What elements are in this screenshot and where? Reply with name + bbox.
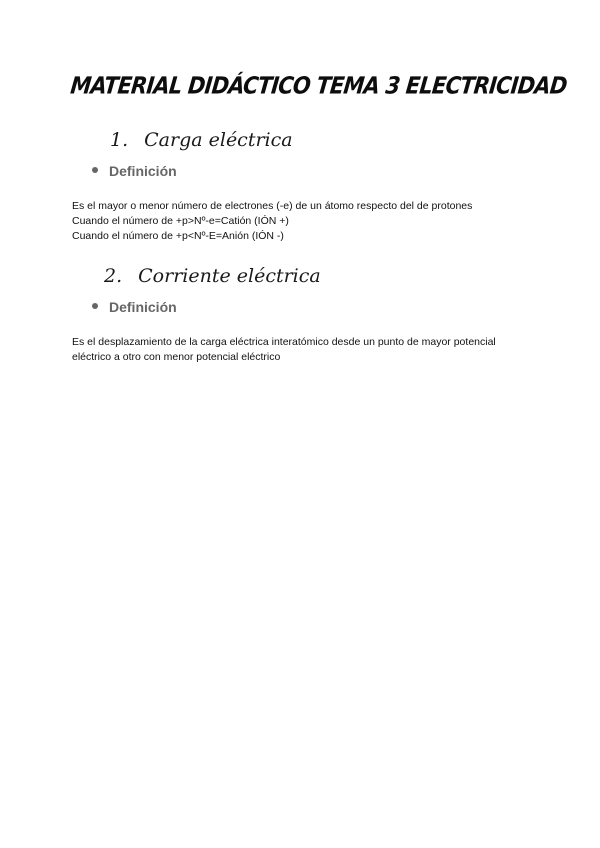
bullet-icon xyxy=(92,303,98,309)
section-number: 2. xyxy=(104,265,123,287)
subheading-label: Definición xyxy=(109,299,177,315)
section-heading-carga-electrica xyxy=(110,129,293,151)
section-heading-corriente-electrica xyxy=(104,265,321,287)
paragraph-line: Cuando el número de +p<Nº-E=Anión (IÓN -) xyxy=(72,230,284,242)
subheading-definicion xyxy=(92,299,177,315)
subheading-label: Definición xyxy=(109,163,177,179)
section-title: Corriente eléctrica xyxy=(138,265,321,287)
subheading-definicion xyxy=(92,163,177,179)
paragraph-line: eléctrico a otro con menor potencial eléctrico xyxy=(72,351,281,363)
paragraph-line: Cuando el número de +p>Nº-e=Catión (IÓN +) xyxy=(72,215,289,227)
section-title: Carga eléctrica xyxy=(144,129,293,151)
paragraph-corriente-electrica xyxy=(72,335,532,365)
paragraph-line: Es el mayor o menor número de electrones (-e) de un átomo respecto del de protones xyxy=(72,200,473,212)
document-title: MATERIAL DIDÁCTICO TEMA 3 ELECTRICIDAD xyxy=(69,72,568,99)
paragraph-carga-electrica xyxy=(72,199,532,244)
section-number: 1. xyxy=(110,129,129,151)
bullet-icon xyxy=(92,167,98,173)
paragraph-line: Es el desplazamiento de la carga eléctrica interatómico desde un punto de mayor potencial xyxy=(72,336,496,348)
